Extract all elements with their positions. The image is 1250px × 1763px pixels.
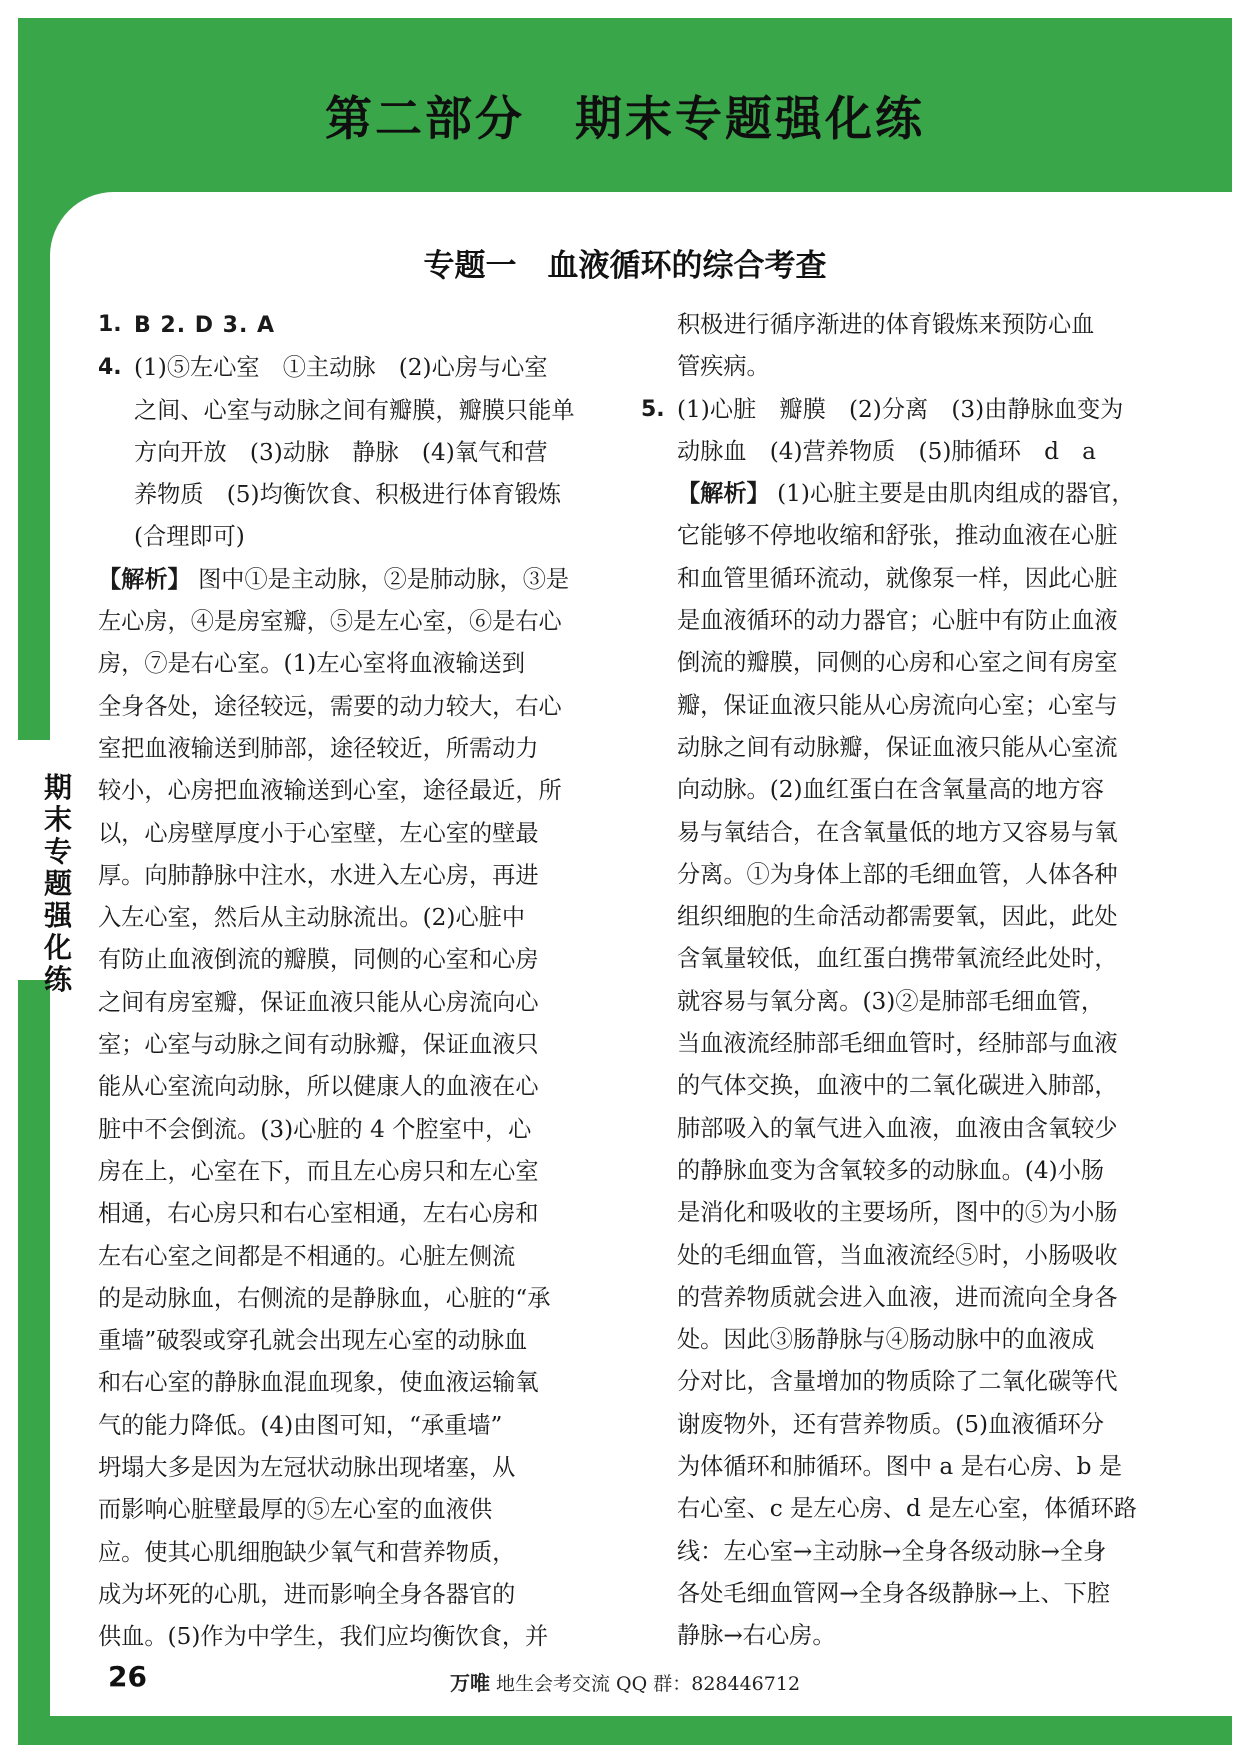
text-line: (合理即可) <box>134 523 245 551</box>
text-line: 处的毛细血管，当血液流经⑤时，小肠吸收 <box>677 1241 1118 1269</box>
text-line: 各处毛细血管网→全身各级静脉→上、下腔 <box>677 1579 1111 1607</box>
question-4 <box>98 347 604 558</box>
side-tab-char: 期 <box>43 771 72 804</box>
left-column <box>98 304 604 1659</box>
text-line: 线：左心室→主动脉→全身各级动脉→全身 <box>677 1537 1107 1565</box>
text-line: 是消化和吸收的主要场所，图中的⑤为小肠 <box>677 1199 1118 1227</box>
side-tab-char: 题 <box>43 867 72 900</box>
text-line: 的气体交换，血液中的二氧化碳进入肺部， <box>677 1072 1118 1100</box>
side-tab-char: 专 <box>43 835 72 868</box>
text-line: (1)心脏主要是由肌肉组成的器官， <box>777 480 1135 508</box>
side-tab-char: 末 <box>43 803 72 836</box>
text-line: 和血管里循环流动，就像泵一样，因此心脏 <box>677 564 1118 592</box>
text-line: 之间有房室瓣，保证血液只能从心房流向心 <box>98 988 539 1016</box>
text-line: 动脉血 (4)营养物质 (5)肺循环 d a <box>677 437 1096 465</box>
analysis-tag: 【解析】 <box>677 480 770 508</box>
text-line: 而影响心脏壁最厚的⑤左心室的血液供 <box>98 1496 493 1524</box>
text-line: 坍塌大多是因为左冠状动脉出现堵塞，从 <box>98 1454 516 1482</box>
footer <box>0 1667 1250 1696</box>
text-line: 左右心室之间都是不相通的。心脏左侧流 <box>98 1242 516 1270</box>
answer-block <box>641 389 1141 474</box>
text-line: 室把血液输送到肺部，途径较近，所需动力 <box>98 734 539 762</box>
text-line: 厚。向肺静脉中注水，水进入左心房，再进 <box>98 861 539 889</box>
text-line: 管疾病。 <box>677 353 770 381</box>
text-line: 向动脉。(2)血红蛋白在含氧量高的地方容 <box>677 776 1105 804</box>
text-line: 积极进行循序渐进的体育锻炼来预防心血 <box>677 311 1095 338</box>
choice-answers: B 2. D 3. A <box>134 313 276 338</box>
text-line: 重墙”破裂或穿孔就会出现左心室的动脉血 <box>98 1327 528 1355</box>
text-line: 和右心室的静脉血混血现象，使血液运输氧 <box>98 1369 539 1397</box>
text-line: 倒流的瓣膜，同侧的心房和心室之间有房室 <box>677 649 1118 677</box>
side-tab-char: 练 <box>43 963 72 996</box>
side-tab-char: 化 <box>43 931 72 964</box>
footer-text: 地生会考交流 QQ 群：828446712 <box>496 1673 801 1695</box>
text-line: 方向开放 (3)动脉 静脉 (4)氧气和营 <box>134 438 548 466</box>
text-line: 含氧量较低，血红蛋白携带氧流经此处时， <box>677 945 1118 973</box>
text-line: 入左心室，然后从主动脉流出。(2)心脏中 <box>98 904 526 932</box>
text-line: 处。因此③肠静脉与④肠动脉中的血液成 <box>677 1326 1095 1354</box>
text-line: 图中①是主动脉，②是肺动脉，③是 <box>198 565 570 593</box>
text-line: 当血液流经肺部毛细血管时，经肺部与血液 <box>677 1030 1118 1058</box>
text-line: 静脉→右心房。 <box>677 1622 836 1650</box>
text-line: 成为坏死的心肌，进而影响全身各器官的 <box>98 1580 516 1608</box>
text-line: 瓣，保证血液只能从心房流向心室；心室与 <box>677 691 1118 719</box>
analysis-tag: 【解析】 <box>98 565 191 593</box>
text-line: 脏中不会倒流。(3)心脏的 4 个腔室中，心 <box>98 1115 532 1143</box>
text-line: 全身各处，途径较远，需要的动力较大，右心 <box>98 692 562 720</box>
text-line: 相通，右心房只和右心室相通，左右心房和 <box>98 1200 539 1228</box>
page-number: 26 <box>108 1660 147 1693</box>
text-line: 应。使其心肌细胞缺少氧气和营养物质， <box>98 1538 516 1566</box>
question-1-3 <box>98 304 604 347</box>
text-line: 较小，心房把血液输送到心室，途径最近，所 <box>98 777 562 805</box>
right-column <box>641 304 1141 1658</box>
part-title: 第二部分 期末专题强化练 <box>325 92 925 147</box>
text-line: 以，心房壁厚度小于心室壁，左心室的壁最 <box>98 819 539 847</box>
question-number: 4. <box>98 355 122 381</box>
text-line: 房在上，心室在下，而且左心房只和左心室 <box>98 1157 539 1185</box>
text-line: 是血液循环的动力器官；心脏中有防止血液 <box>677 607 1118 635</box>
text-line: 为体循环和肺循环。图中 a 是右心房、b 是 <box>677 1453 1122 1481</box>
text-line: 养物质 (5)均衡饮食、积极进行体育锻炼 <box>134 481 562 509</box>
text-line: (1)⑤左心室 ①主动脉 (2)心房与心室 <box>134 354 548 382</box>
text-line: 房，⑦是右心室。(1)左心室将血液输送到 <box>98 650 526 678</box>
text-line: 谢废物外，还有营养物质。(5)血液循环分 <box>677 1410 1105 1438</box>
text-line: 能从心室流向动脉，所以健康人的血液在心 <box>98 1073 539 1101</box>
topic-title: 专题一 血液循环的综合考查 <box>423 248 827 284</box>
text-line: 组织细胞的生命活动都需要氧，因此，此处 <box>677 903 1118 931</box>
text-line: 的静脉血变为含氧较多的动脉血。(4)小肠 <box>677 1156 1105 1184</box>
question-number: 5. <box>641 396 665 422</box>
text-line: 室；心室与动脉之间有动脉瓣，保证血液只 <box>98 1031 539 1059</box>
answer-block <box>98 347 604 558</box>
question-5 <box>641 389 1141 474</box>
side-tab <box>36 772 80 996</box>
text-line: 就容易与氧分离。(3)②是肺部毛细血管， <box>677 987 1105 1015</box>
text-line: 的营养物质就会进入血液，进而流向全身各 <box>677 1283 1118 1311</box>
text-line: 分离。①为身体上部的毛细血管，人体各种 <box>677 860 1118 888</box>
analysis-block <box>641 473 1141 1657</box>
text-line: 的是动脉血，右侧流的是静脉血，心脏的“承 <box>98 1284 551 1312</box>
analysis-block <box>98 559 604 1659</box>
text-line: 分对比，含量增加的物质除了二氧化碳等代 <box>677 1368 1118 1396</box>
text-line: 它能够不停地收缩和舒张，推动血液在心脏 <box>677 522 1118 550</box>
text-line: 之间、心室与动脉之间有瓣膜，瓣膜只能单 <box>134 396 575 424</box>
text-line: (1)心脏 瓣膜 (2)分离 (3)由静脉血变为 <box>677 395 1124 423</box>
brand-logo: 万唯 <box>449 1671 490 1695</box>
text-line: 有防止血液倒流的瓣膜，同侧的心室和心房 <box>98 946 539 974</box>
text-line: 易与氧结合，在含氧量低的地方又容易与氧 <box>677 818 1118 846</box>
text-line: 肺部吸入的氧气进入血液，血液由含氧较少 <box>677 1114 1118 1142</box>
text-line: 供血。(5)作为中学生，我们应均衡饮食，并 <box>98 1623 549 1651</box>
text-line: 气的能力降低。(4)由图可知，“承重墙” <box>98 1411 503 1439</box>
side-tab-char: 强 <box>43 899 72 932</box>
question-number: 1. <box>98 312 122 337</box>
answer-continued <box>641 304 1141 389</box>
text-line: 左心房，④是房室瓣，⑤是左心室，⑥是右心 <box>98 608 562 636</box>
text-line: 动脉之间有动脉瓣，保证血液只能从心室流 <box>677 733 1118 761</box>
text-line: 右心室、c 是左心房、d 是左心室，体循环路 <box>677 1495 1137 1523</box>
